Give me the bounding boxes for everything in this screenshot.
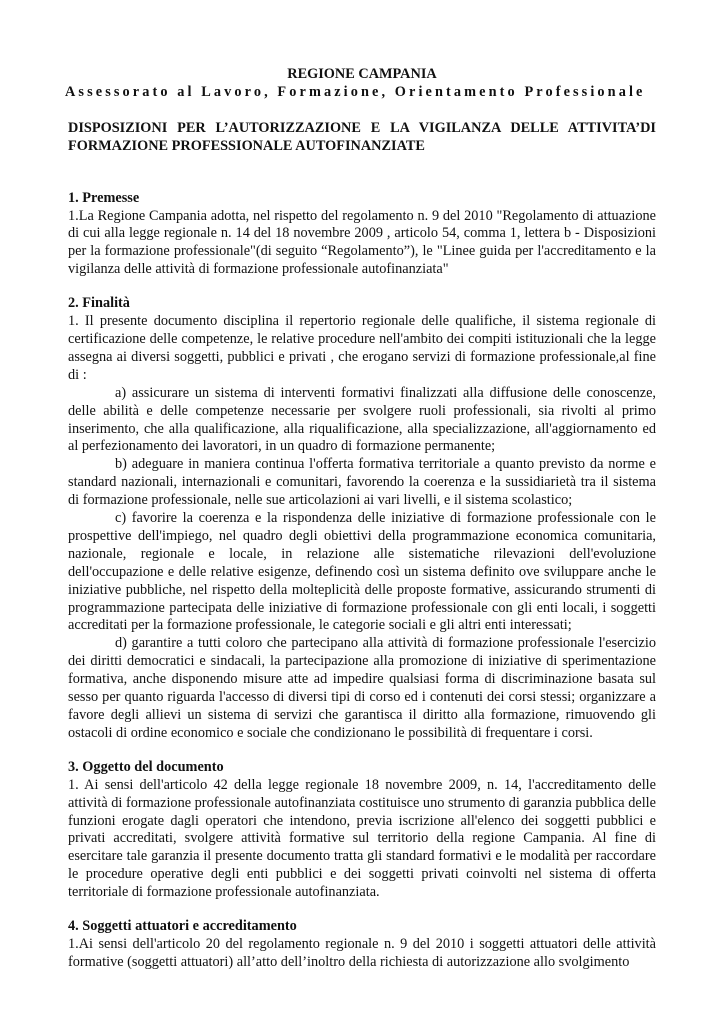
paragraph-finalita-c: c) favorire la coerenza e la rispondenza delle iniziative di formazione professionale con le prospettive dell'impiego, nel quadro degli obiettivi della programmazione economica comunitaria, nazionale, regionale e locale, in relazione alle sistematiche rilevazioni dell'evoluzione dell'occupazione e delle relative esigenze, definendo così un sistema definito ove sviluppare anche le iniziative pubbliche, nel rispetto della molteplicità delle proposte formative, assicurando strumenti di programmazione partecipata delle iniziative di formazione professionale con gli enti locali, i soggetti accreditati per la formazione professionale, le categorie sociali e gli altri enti interessati; [68, 510, 656, 634]
paragraph-finalita-d: d) garantire a tutti coloro che partecipano alla attività di formazione professionale l'esercizio dei diritti democratici e sindacali, la partecipazione alla promozione di iniziative di sperimentazione formativa, anche disponendo misure atte ad impedire qualsiasi forma di discriminazione basata sul sesso per quanto riguarda l'accesso di diversi tipi di corso ed i contenuti dei corsi stessi; organizzare a favore degli allievi un sistema di servizi che garantisca il diritto alla formazione, rimuovendo gli ostacoli di ordine economico e sociale che condizionano le possibilità di frequentare i corsi. [68, 635, 656, 741]
document-title: DISPOSIZIONI PER L’AUTORIZZAZIONE E LA VIGILANZA DELLE ATTIVITA’DI FORMAZIONE PROFESSIONALE AUTOFINANZIATE [68, 119, 656, 154]
paragraph-finalita-1: 1. Il presente documento disciplina il repertorio regionale delle qualifiche, il sistema regionale di certificazione delle competenze, le relative procedure nell'ambito dei compiti istituzionali che la legge assegna ai diversi soggetti, pubblici e privati , che erogano servizi di formazione professionale,al fine di : [68, 313, 656, 383]
document-page [65, 66, 656, 972]
section-heading-oggetto: 3. Oggetto del documento [68, 758, 224, 775]
section-heading-premesse: 1. Premesse [68, 189, 140, 206]
paragraph-soggetti-1: 1.Ai sensi dell'articolo 20 del regolamento regionale n. 9 del 2010 i soggetti attuatori delle attività formative (soggetti attuatori) all’atto dell’inoltro della richiesta di autorizzazione allo svolgimento [68, 935, 656, 970]
paragraph-oggetto-1: 1. Ai sensi dell'articolo 42 della legge regionale 18 novembre 2009, n. 14, l'accreditamento delle attività di formazione professionale autofinanziata costituisce uno strumento di garanzia pubblica delle funzioni erogate dagli operatori che intendono, previa iscrizione all'elenco dei soggetti pubblici e privati accreditati, svolgere attività formative sul territorio della regione Campania. Al fine di esercitare tale garanzia il presente documento tratta gli standard formativi e le modalità per raccordare le procedure operative degli enti pubblici e dei soggetti privati coinvolti nel sistema di offerta territoriale di formazione professionale autofinanziata. [68, 776, 656, 901]
paragraph-finalita-b: b) adeguare in maniera continua l'offerta formativa territoriale a quanto previsto da norme e standard nazionali, internazionali e comunitari, favorendo la coerenza e la sussidiarietà tra il sistema di formazione professionale, nelle sue articolazioni ai vari livelli, e il sistema scolastico; [68, 456, 656, 509]
paragraph-finalita-a: a) assicurare un sistema di interventi formativi finalizzati alla diffusione delle conoscenze, delle abilità e delle competenze necessarie per svolgere ruoli professionali, sia rivolti al primo inserimento, che alla qualificazione, alla riqualificazione, alla specializzazione, all'aggiornamento ed al perfezionamento dei lavoratori, in un quadro di formazione permanente; [68, 384, 656, 455]
region-title: REGIONE CAMPANIA [287, 66, 437, 82]
section-heading-finalita: 2. Finalità [68, 295, 130, 312]
department-subtitle: Assessorato al Lavoro, Formazione, Orientamento Professionale [65, 83, 646, 100]
paragraph-premesse-1: 1.La Regione Campania adotta, nel rispetto del regolamento n. 9 del 2010 "Regolamento di attuazione di cui alla legge regionale n. 14 del 18 novembre 2009 , articolo 54, comma 1, lettera b - Disposizioni per la formazione professionale"(di seguito “Regolamento”), le "Linee guida per l'accreditamento e la vigilanza delle attività di formazione professionale autofinanziata" [68, 207, 656, 278]
section-heading-soggetti: 4. Soggetti attuatori e accreditamento [68, 918, 297, 935]
